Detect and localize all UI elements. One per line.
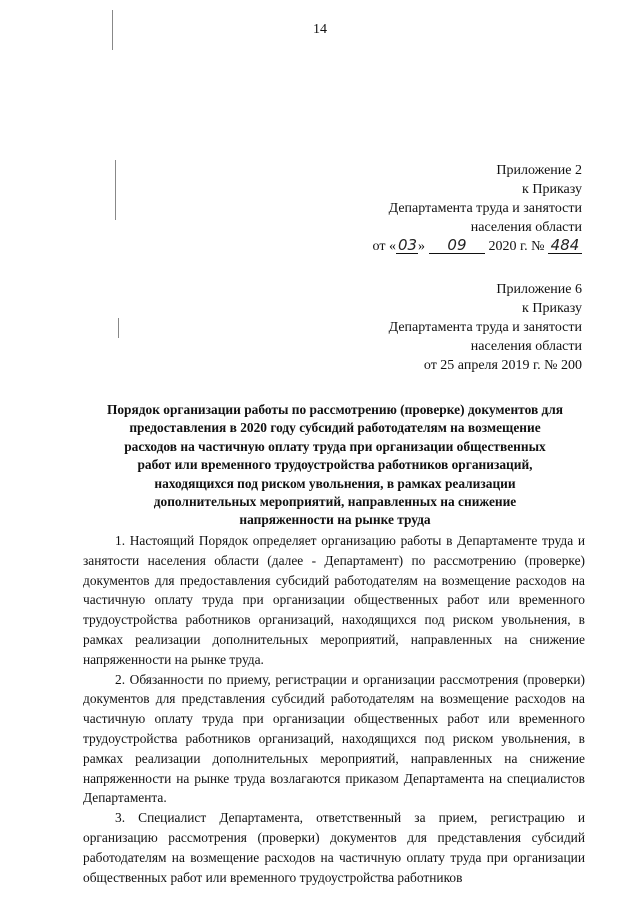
appendix-department-2: населения области [470,220,582,235]
title-line: находящихся под риском увольнения, в рамках реализации [154,475,516,491]
scan-margin-mark [112,10,113,50]
appendix-ref: к Приказу [522,301,582,316]
title-line: предоставления в 2020 году субсидий работодателям на возмещение [129,420,541,436]
paragraph-2: 2. Обязанности по приему, регистрации и организации рассмотрения (проверки) документов для представления субсидий работодателям на возмещение расходов на частичную оплату труда при организации общественных работ или временного трудоустройства работников организаций, находящихся под риском увольнения, в рамках реализации дополнительных мероприятий, направленных на снижение напряженности на рынке труда возлагаются приказом Департамента на специалистов Департамента. [83,671,585,806]
date-mid: » [417,239,425,254]
document-title [70,401,600,530]
title-line: работ или временного трудоустройства работников организаций, [137,457,533,473]
appendix-current [302,161,582,256]
appendix-department-2: населения области [470,339,582,354]
scan-margin-mark [118,318,119,338]
appendix-title: Приложение 6 [496,282,582,297]
order-number-handwritten: 484 [548,238,582,254]
appendix-department: Департамента труда и занятости [388,201,582,216]
paragraph-3: 3. Специалист Департамента, ответственный за прием, регистрацию и организацию рассмотрения (проверки) документов для представления субсидий работодателям на возмещение расходов на частичную оплату труда при организации общественных работ или временного трудоустройства работников [83,810,585,885]
appendix-date-line: от 25 апреля 2019 г. № 200 [423,358,582,373]
appendix-department: Департамента труда и занятости [388,320,582,335]
appendix-title: Приложение 2 [496,163,582,178]
appendix-ref: к Приказу [522,182,582,197]
date-month-handwritten: 09 [429,238,485,254]
scan-margin-mark [115,160,116,220]
appendix-previous [302,280,582,375]
appendix-date-line [302,237,582,256]
page-number: 14 [313,22,327,37]
title-line: напряженности на рынке труда [239,512,431,528]
title-line: расходов на частичную оплату труда при организации общественных [124,438,546,454]
date-prefix: от « [372,239,396,254]
document-body [83,531,585,887]
title-line: дополнительных мероприятий, направленных на снижение [153,494,517,510]
date-day-handwritten: 03 [397,236,418,254]
title-line: Порядок организации работы по рассмотрению (проверке) документов для [106,402,564,417]
date-year: 2020 г. № [488,239,545,254]
paragraph-1: 1. Настоящий Порядок определяет организацию работы в Департаменте труда и занятости населения области (далее - Департамент) по рассмотрению (проверке) документов для предоставления субсидий работодателям на возмещение расходов на частичную оплату труда при организации общественных работ или временного трудоустройства работников организаций, находящихся под риском увольнения, в рамках реализации дополнительных мероприятий, направленных на снижение напряженности на рынке труда. [83,533,585,667]
